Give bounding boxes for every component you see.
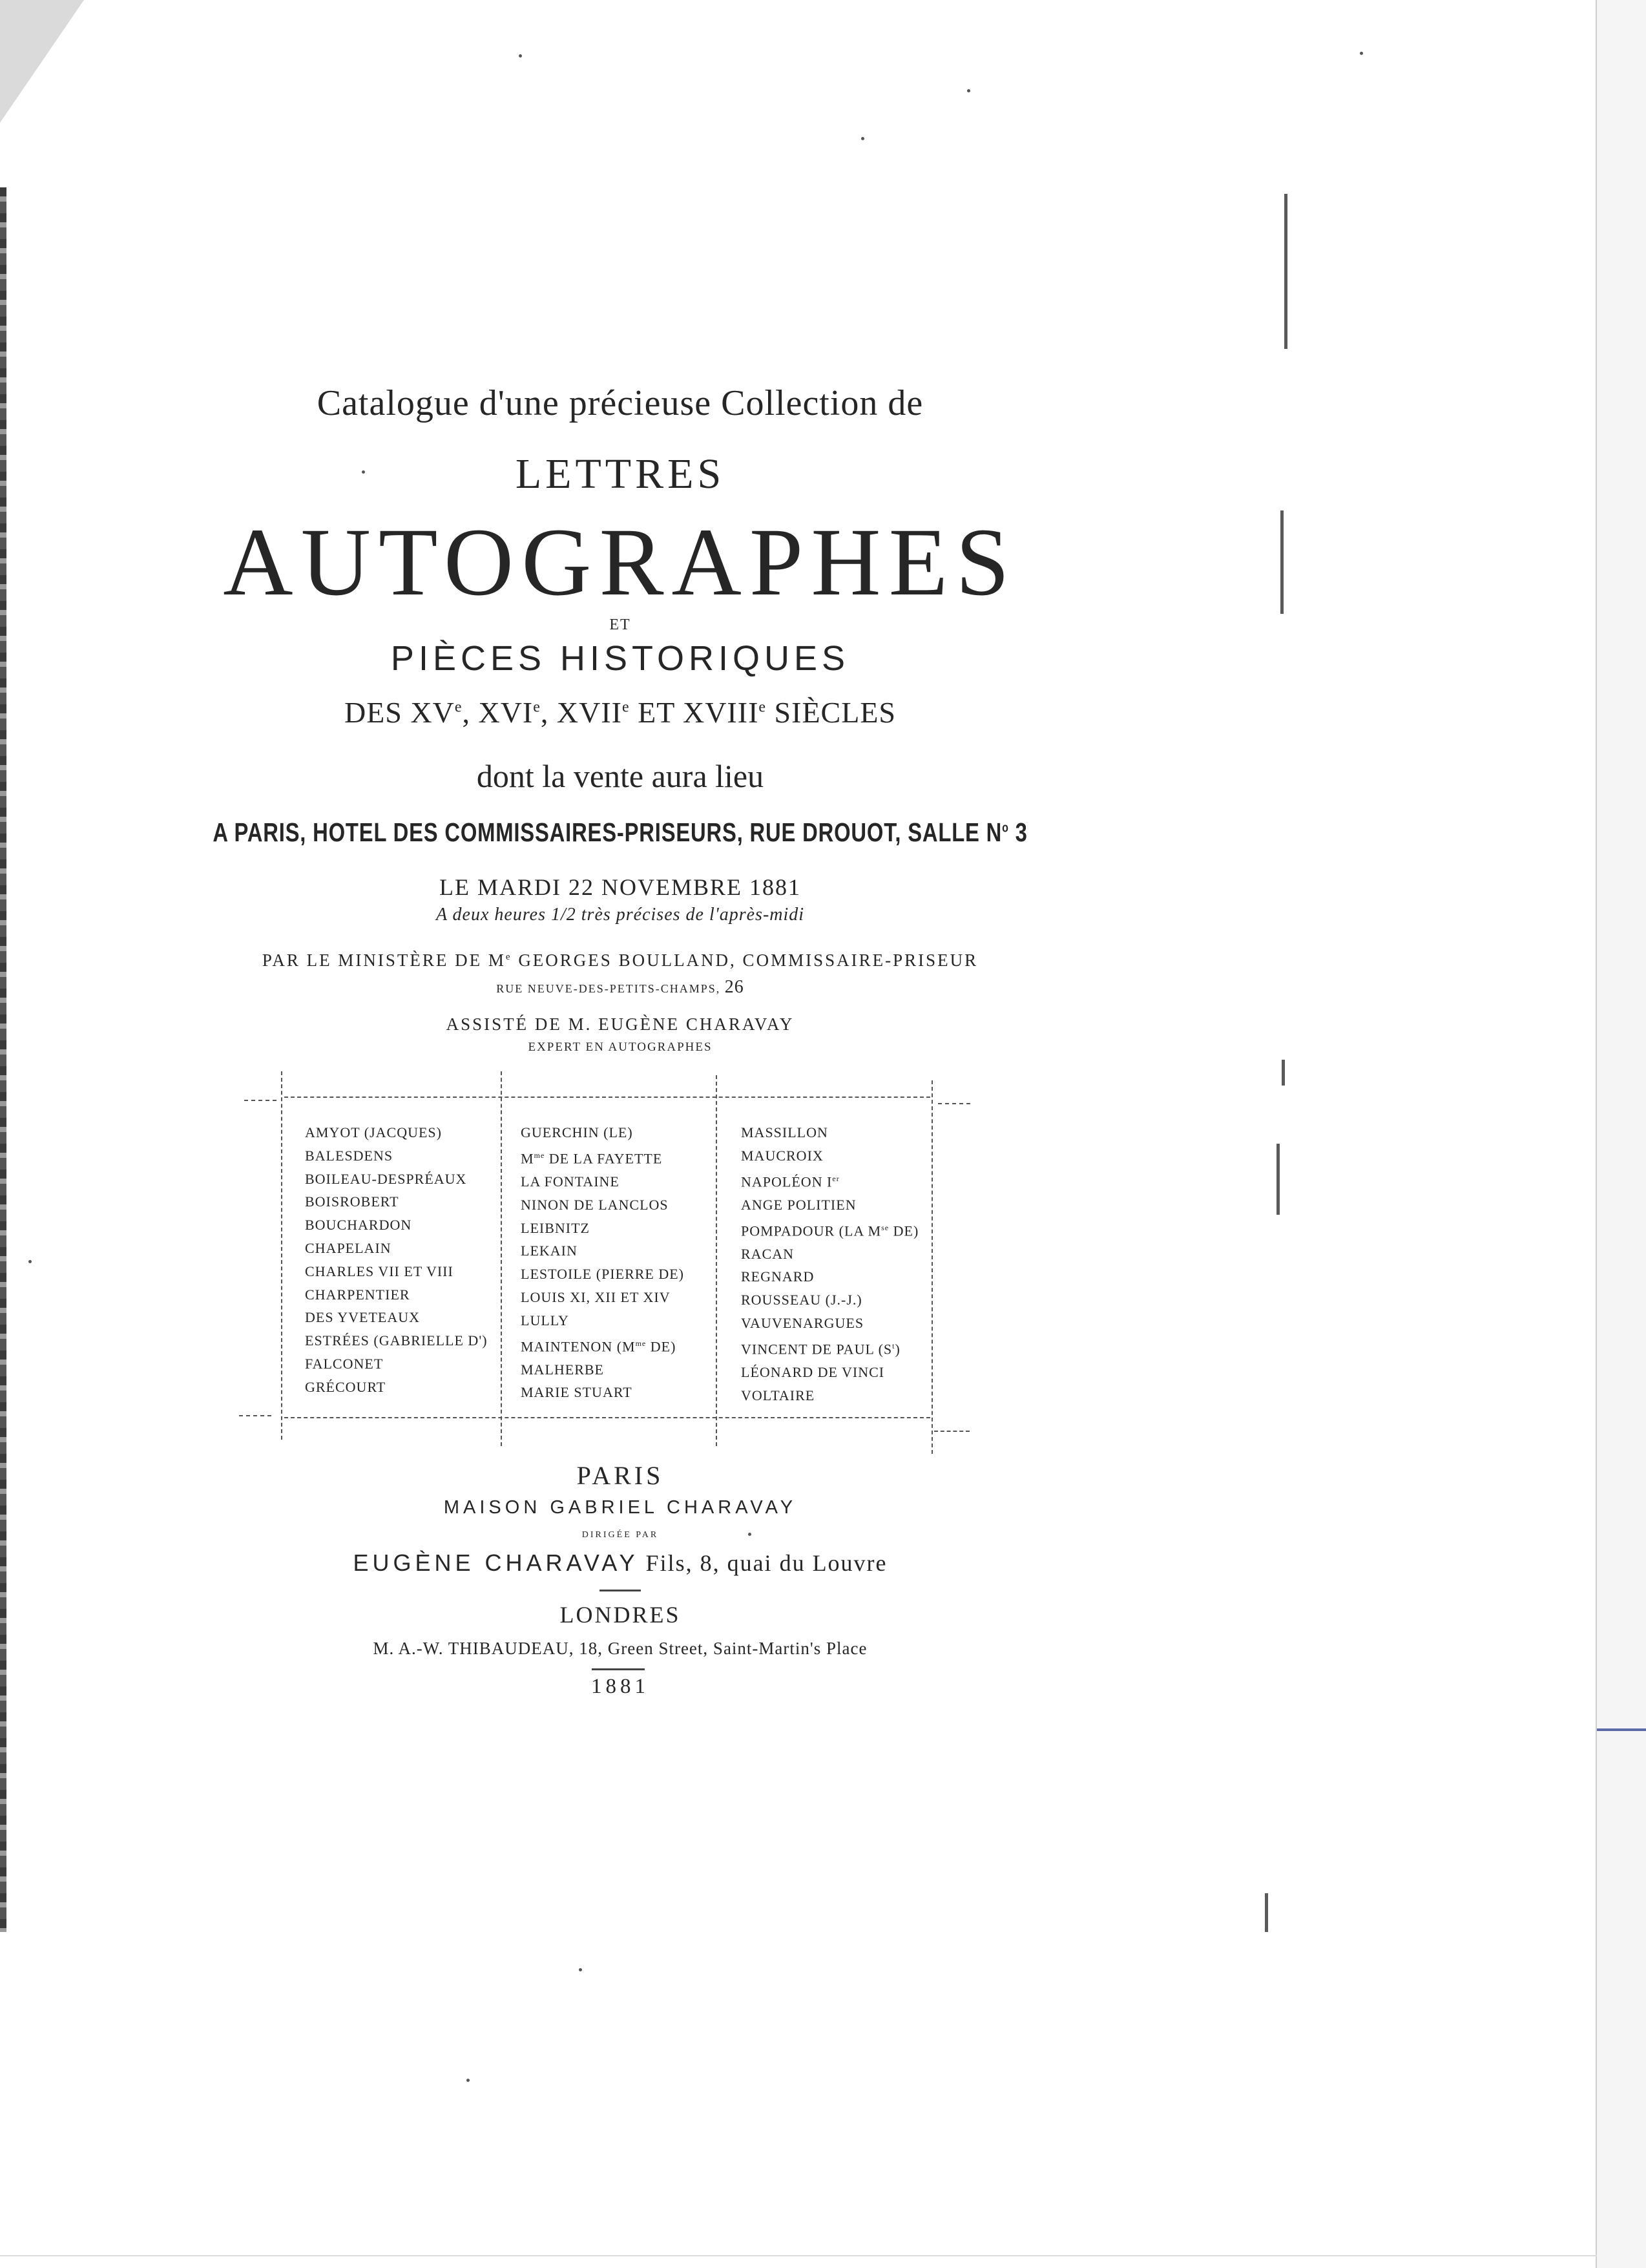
scan-bottom-edge-line	[0, 2255, 1597, 2256]
name-entry: CHAPELAIN	[305, 1239, 391, 1256]
name-entry: GRÉCOURT	[305, 1378, 386, 1395]
name-entry: $M^{me}$ DE LA FAYETTE	[521, 1150, 663, 1167]
name-entry: NAPOLÉON Ier	[741, 1173, 840, 1190]
name-entry: BOILEAU-DESPRÉAUX	[305, 1170, 467, 1187]
name-entry: LÉONARD DE VINCI	[741, 1363, 885, 1380]
name-entry: VAUVENARGUES	[741, 1315, 864, 1332]
sale-intro: dont la vente aura lieu	[476, 758, 764, 794]
name-entry: LEIBNITZ	[521, 1219, 590, 1236]
name-entry: CHARPENTIER	[305, 1286, 410, 1303]
sale-date: LE MARDI 22 NOVEMBRE 1881	[439, 874, 801, 900]
name-entry: BOUCHARDON	[305, 1217, 412, 1234]
publisher-house: MAISON GABRIEL CHARAVAY	[443, 1497, 797, 1518]
expert-line: EXPERT EN AUTOGRAPHES	[528, 1040, 713, 1054]
et-conjunction: ET	[609, 616, 631, 633]
name-entry: BALESDENS	[305, 1147, 393, 1164]
scan-folded-corner	[0, 0, 84, 123]
name-entry: LA FONTAINE	[521, 1173, 620, 1190]
separator-rule	[592, 1668, 645, 1670]
pieces-historiques-heading: PIÈCES HISTORIQUES	[390, 639, 850, 678]
publication-year: 1881	[591, 1675, 649, 1698]
separator-rule	[599, 1590, 641, 1591]
name-entry: GUERCHIN (LE)	[521, 1124, 633, 1140]
name-entry: BOISROBERT	[305, 1193, 399, 1210]
assistant-line: ASSISTÉ DE M. EUGÈNE CHARAVAY	[446, 1014, 795, 1034]
name-entry: MALHERBE	[521, 1361, 604, 1378]
name-entry: LULLY	[521, 1312, 569, 1328]
name-entry: FALCONET	[305, 1355, 384, 1372]
sale-time: A deux heures 1/2 très précises de l'après-midi	[435, 905, 805, 925]
name-entry: MAINTENON ($M^{me}$ DE)	[521, 1338, 676, 1354]
names-column-3	[741, 1121, 919, 1407]
name-entry: ROUSSEAU (J.-J.)	[741, 1292, 862, 1308]
name-entry: VINCENT DE PAUL $(S^t)$	[741, 1341, 901, 1358]
name-entry: RACAN	[741, 1245, 795, 1262]
scan-left-edge	[0, 187, 6, 1932]
name-entry: MAUCROIX	[741, 1147, 824, 1164]
auctioneer-address: RUE NEUVE-DES-PETITS-CHAMPS, 26	[496, 977, 744, 997]
name-entry: AMYOT (JACQUES)	[305, 1124, 442, 1140]
lettres-heading: LETTRES	[515, 450, 725, 498]
name-entry: LESTOILE (PIERRE DE)	[521, 1266, 685, 1283]
publisher-director: EUGÈNE CHARAVAY Fils, 8, quai du Louvre	[353, 1549, 888, 1576]
scan-right-margin	[1597, 0, 1646, 2268]
directed-by: DIRIGÉE PAR	[581, 1530, 659, 1540]
publisher-city-london: LONDRES	[559, 1602, 681, 1628]
catalogue-heading: Catalogue d'une précieuse Collection de	[317, 383, 924, 423]
name-entry: MARIE STUART	[521, 1384, 632, 1401]
scan-right-edge-line	[1596, 0, 1597, 2268]
names-column-1	[305, 1121, 488, 1399]
auctioneer-line: PAR LE MINISTÈRE DE Me GEORGES BOULLAND, COMMISSAIRE-PRISEUR	[262, 950, 979, 970]
name-entry: MASSILLON	[741, 1124, 828, 1140]
name-entry: LEKAIN	[521, 1243, 578, 1259]
name-entry: POMPADOUR (LA $M^{se}$ DE)	[741, 1222, 919, 1239]
london-agent: M. A.-W. THIBAUDEAU, 18, Green Street, Saint-Martin's Place	[373, 1639, 868, 1658]
name-entry: LOUIS XI, XII ET XIV	[521, 1288, 671, 1305]
publisher-city-paris: PARIS	[576, 1461, 664, 1490]
name-entry: REGNARD	[741, 1268, 815, 1285]
autographes-heading: AUTOGRAPHES	[223, 509, 1017, 616]
name-entry: ESTRÉES (GABRIELLE D')	[305, 1332, 488, 1349]
name-entry: CHARLES VII ET VIII	[305, 1263, 453, 1279]
names-column-2	[521, 1121, 684, 1404]
name-entry: DES YVETEAUX	[305, 1309, 420, 1326]
name-entry: ANGE POLITIEN	[741, 1196, 857, 1213]
centuries-line: DES XVe, XVIe, XVIIe ET XVIIIe SIÈCLES	[344, 696, 897, 729]
sale-venue: A PARIS, HOTEL DES COMMISSAIRES-PRISEURS, RUE DROUOT, SALLE $N^o$ 3	[213, 817, 1028, 847]
name-entry: VOLTAIRE	[741, 1387, 815, 1403]
scan-blue-mark	[1597, 1728, 1646, 1731]
name-entry: NINON DE LANCLOS	[521, 1196, 669, 1213]
